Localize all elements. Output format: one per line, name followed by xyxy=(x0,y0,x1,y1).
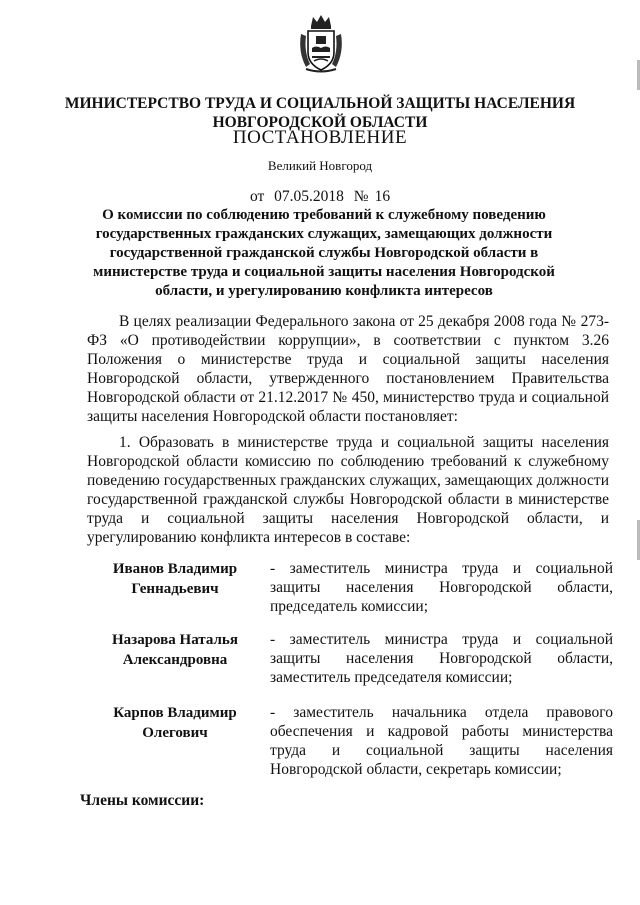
number-sign: № xyxy=(353,188,369,205)
member-role: - заместитель министра труда и социальной защиты населения Новгородской области, председатель комиссии; xyxy=(270,560,613,615)
document-number: 16 xyxy=(374,188,391,205)
date-prefix: от xyxy=(249,188,265,205)
ministry-name-line2: НОВГОРОДСКОЙ ОБЛАСТИ xyxy=(212,114,428,131)
member-role: - заместитель начальника отдела правового обеспечения и кадровой работы министерства труда и социальной защиты населения Новгородской области, секретарь комиссии; xyxy=(270,704,613,778)
document-date: 07.05.2018 xyxy=(274,188,344,205)
member-name-line1: Иванов Владимир xyxy=(112,561,238,577)
member-name-line1: Назарова Наталья xyxy=(112,632,238,648)
city: Великий Новгород xyxy=(267,158,373,173)
paragraph-item-1: 1. Образовать в министерстве труда и социальной защиты населения Новгородской области комиссию по соблюдению требований к служебному поведению государственных гражданских служащих, замещающих должности государственной гражданской службы Новгородской области в министерстве труда и социальной защиты населения Новгородской области, и урегулированию конфликта интересов в составе: xyxy=(87,434,609,546)
coat-of-arms-emblem xyxy=(296,12,346,74)
member-name xyxy=(80,703,270,743)
member-name-line1: Карпов Владимир xyxy=(113,705,237,721)
member-name-line2: Геннадьевич xyxy=(131,581,219,597)
document-subject: О комиссии по соблюдению требований к служебному поведению государственных гражданских служащих, замещающих должности государственной гражданской службы Новгородской области в министерстве труда и социальной защиты населения Новгородской области, и урегулированию конфликта интересов xyxy=(93,207,555,299)
member-name-line2: Александровна xyxy=(122,652,228,668)
ministry-name-line1: МИНИСТЕРСТВО ТРУДА И СОЦИАЛЬНОЙ ЗАЩИТЫ НАСЕЛЕНИЯ xyxy=(64,95,576,112)
paragraph-preamble: В целях реализации Федерального закона от 25 декабря 2008 года № 273-ФЗ «О противодействии коррупции», в соответствии с пунктом 3.26 Положения о министерстве труда и социальной защиты населения Новгородской области, утвержденного постановлением Правительства Новгородской области от 21.12.2017 № 450, министерство труда и социальной защиты населения Новгородской области постановляет: xyxy=(87,313,609,425)
document-type: ПОСТАНОВЛЕНИЕ xyxy=(232,127,408,148)
member-name-line2: Олегович xyxy=(142,725,208,741)
member-role: - заместитель министра труда и социальной защиты населения Новгородской области, заместитель председателя комиссии; xyxy=(270,631,613,686)
date-line xyxy=(0,188,640,206)
member-name xyxy=(80,559,270,599)
members-label: Члены комиссии: xyxy=(80,792,205,809)
member-name xyxy=(80,630,270,670)
